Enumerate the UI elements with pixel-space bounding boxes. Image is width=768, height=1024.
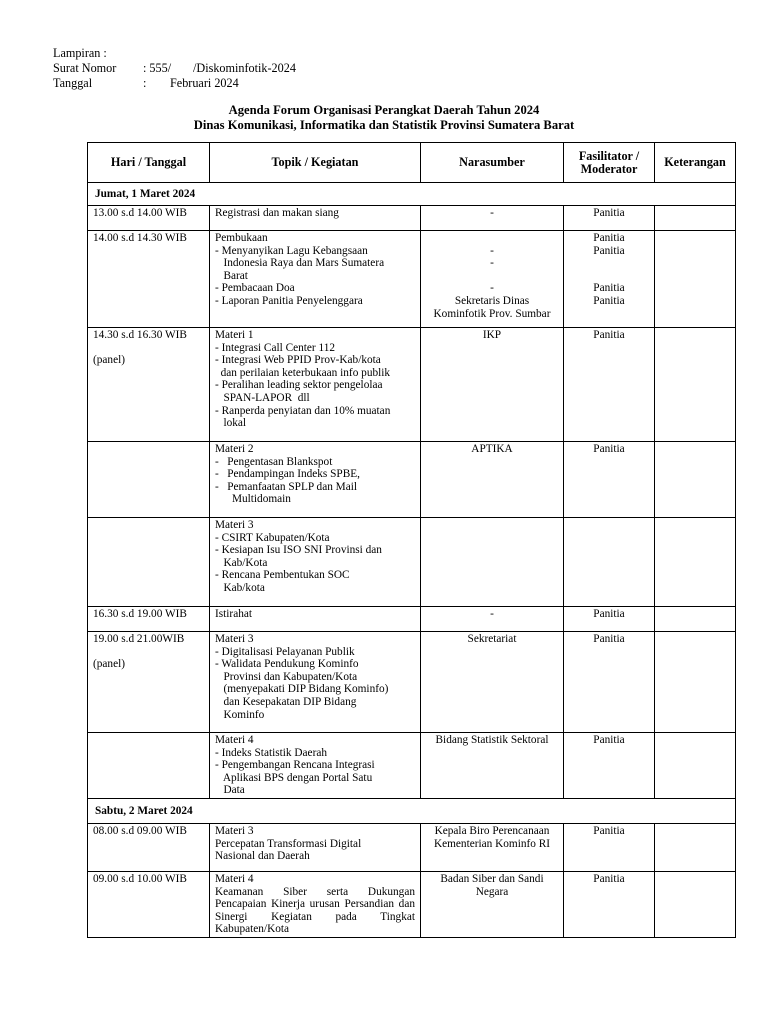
keterangan-cell <box>655 823 736 871</box>
topic-line: - Integrasi Call Center 112 <box>215 341 336 354</box>
time-cell <box>88 206 210 231</box>
topic-line: - Peralihan leading sektor pengelolaa <box>215 379 383 392</box>
topic-line: Provinsi dan Kabupaten/Kota <box>215 670 358 683</box>
speaker-line: - <box>490 207 494 219</box>
topic-line: - Rencana Pembentukan SOC <box>215 569 350 582</box>
topic-line: Aplikasi BPS dengan Portal Satu <box>215 771 373 784</box>
topic-line: Nasional dan Daerah <box>215 850 310 863</box>
table-row <box>88 632 736 733</box>
topic-line: Registrasi dan makan siang <box>215 207 339 219</box>
table-row <box>88 607 736 632</box>
speaker-line: - <box>490 244 494 257</box>
topic-line: Kominfo <box>215 708 265 721</box>
agenda-title <box>0 103 768 133</box>
col-header-hari: Hari / Tanggal <box>88 143 210 183</box>
col-header-topik: Topik / Kegiatan <box>210 143 421 183</box>
topic-cell <box>210 518 421 607</box>
speaker-cell <box>421 442 564 518</box>
keterangan-cell <box>655 733 736 799</box>
facilitator-line: Panitia <box>593 294 625 307</box>
facilitator-cell <box>564 231 655 328</box>
speaker-cell <box>421 231 564 328</box>
topic-cell <box>210 442 421 518</box>
topic-line: Materi 4 <box>215 872 254 885</box>
time-cell <box>88 328 210 442</box>
topic-line: dan Kesepakatan DIP Bidang <box>215 695 357 708</box>
topic-line: Indonesia Raya dan Mars Sumatera <box>215 257 385 270</box>
title-line-1: Agenda Forum Organisasi Perangkat Daerah Tahun 2024 <box>228 103 540 117</box>
topic-cell <box>210 231 421 328</box>
speaker-line: Kementerian Kominfo RI <box>433 837 551 850</box>
table-header-row <box>88 143 736 183</box>
topic-line: Data <box>215 784 245 797</box>
keterangan-cell <box>655 328 736 442</box>
speaker-line: Kepala Biro Perencanaan <box>434 824 550 837</box>
speaker-line: Negara <box>475 885 509 898</box>
nomor-line: Surat Nomor : 555/ /Diskominfotik-2024 <box>53 61 296 75</box>
facilitator-cell <box>564 328 655 442</box>
topic-line: - Kesiapan Isu ISO SNI Provinsi dan <box>215 544 382 557</box>
keterangan-cell <box>655 632 736 733</box>
speaker-cell <box>421 518 564 607</box>
topic-line: - CSIRT Kabupaten/Kota <box>215 531 330 544</box>
topic-line: Multidomain <box>215 493 291 506</box>
time-cell <box>88 518 210 607</box>
lampiran-line: Lampiran : <box>53 46 107 60</box>
speaker-line: Kominfotik Prov. Sumbar <box>433 307 551 320</box>
speaker-line: Bidang Statistik Sektoral <box>435 734 549 746</box>
time-cell <box>88 823 210 871</box>
topic-line: Barat <box>215 269 248 282</box>
facilitator-line: Panitia <box>593 608 625 620</box>
facilitator-line: Panitia <box>593 633 625 645</box>
facilitator-cell <box>564 518 655 607</box>
topic-line: SPAN-LAPOR dll <box>215 391 310 404</box>
panel-note: (panel) <box>93 353 125 366</box>
speaker-cell <box>421 607 564 632</box>
speaker-cell <box>421 206 564 231</box>
time-text: 19.00 s.d 21.00WIB <box>93 633 185 645</box>
time-cell <box>88 871 210 937</box>
facilitator-line: Panitia <box>593 244 625 257</box>
table-row <box>88 231 736 328</box>
keterangan-cell <box>655 518 736 607</box>
facilitator-line: Panitia <box>593 443 625 455</box>
topic-line: Materi 3 <box>215 519 254 531</box>
time-text: 14.30 s.d 16.30 WIB <box>93 329 187 341</box>
section-date: Jumat, 1 Maret 2024 <box>88 183 736 206</box>
topic-line: - Pengentasan Blankspot <box>215 455 333 468</box>
topic-paragraph: Keamanan Siber serta Dukungan Pencapaian Kinerja urusan Persandian dan Sinergi Kegiatan pada Tingkat Kabupaten/Kota <box>215 885 415 936</box>
topic-line: Materi 4 <box>215 734 254 746</box>
topic-line: - Pemanfaatan SPLP dan Mail <box>215 480 358 493</box>
topic-cell <box>210 328 421 442</box>
topic-line: - Integrasi Web PPID Prov-Kab/kota <box>215 354 381 367</box>
keterangan-cell <box>655 871 736 937</box>
facilitator-line: Panitia <box>593 207 625 219</box>
speaker-line: IKP <box>482 329 502 341</box>
keterangan-cell <box>655 607 736 632</box>
time-cell <box>88 733 210 799</box>
topic-line: Istirahat <box>215 608 253 620</box>
topic-cell <box>210 206 421 231</box>
topic-line: - Laporan Panitia Penyelenggara <box>215 294 363 307</box>
table-row <box>88 328 736 442</box>
topic-line: - Pengembangan Rencana Integrasi <box>215 759 375 772</box>
keterangan-cell <box>655 231 736 328</box>
speaker-cell <box>421 871 564 937</box>
facilitator-cell <box>564 871 655 937</box>
agenda-table <box>87 142 736 938</box>
facilitator-line <box>569 270 649 283</box>
speaker-line <box>426 270 558 283</box>
topic-line: - Menyanyikan Lagu Kebangsaan <box>215 244 368 257</box>
topic-line: Materi 3 <box>215 633 254 645</box>
topic-line: Percepatan Transformasi Digital <box>215 837 362 850</box>
time-text: 08.00 s.d 09.00 WIB <box>93 824 187 837</box>
facilitator-cell <box>564 607 655 632</box>
topic-line: dan perilaian keterbukaan info publik <box>215 366 391 379</box>
topic-line: - Walidata Pendukung Kominfo <box>215 658 359 671</box>
topic-line: Kab/kota <box>215 581 265 594</box>
title-line-2: Dinas Komunikasi, Informatika dan Statistik Provinsi Sumatera Barat <box>193 118 575 132</box>
panel-note: (panel) <box>93 657 125 670</box>
facilitator-cell <box>564 442 655 518</box>
section-date: Sabtu, 2 Maret 2024 <box>88 798 736 823</box>
time-text: 16.30 s.d 19.00 WIB <box>93 608 187 620</box>
facilitator-cell <box>564 823 655 871</box>
tanggal-line: Tanggal : Februari 2024 <box>53 76 239 90</box>
time-cell <box>88 231 210 328</box>
facilitator-line <box>569 257 649 270</box>
topic-cell <box>210 733 421 799</box>
time-text: 14.00 s.d 14.30 WIB <box>93 232 187 244</box>
speaker-line: Sekretaris Dinas <box>454 294 530 307</box>
topic-cell <box>210 823 421 871</box>
table-row <box>88 442 736 518</box>
table-row <box>88 823 736 871</box>
topic-cell <box>210 607 421 632</box>
keterangan-cell <box>655 206 736 231</box>
col-header-narasumber: Narasumber <box>421 143 564 183</box>
topic-line: (menyepakati DIP Bidang Kominfo) <box>215 683 389 696</box>
section-row-day-2 <box>88 798 736 823</box>
time-cell <box>88 442 210 518</box>
facilitator-line: Panitia <box>593 282 625 295</box>
time-cell <box>88 632 210 733</box>
speaker-line: - <box>490 257 494 270</box>
table-row <box>88 518 736 607</box>
table-row <box>88 871 736 937</box>
letter-header <box>53 46 296 91</box>
facilitator-cell <box>564 733 655 799</box>
time-text: 13.00 s.d 14.00 WIB <box>93 207 187 219</box>
topic-line: lokal <box>215 417 247 430</box>
topic-line: - Ranperda penyiatan dan 10% muatan <box>215 404 391 417</box>
facilitator-line: Panitia <box>593 232 625 244</box>
keterangan-cell <box>655 442 736 518</box>
topic-line: - Pendampingan Indeks SPBE, <box>215 468 360 481</box>
speaker-line: - <box>490 282 494 295</box>
agenda-body <box>88 183 736 938</box>
facilitator-line: Panitia <box>593 329 625 341</box>
time-cell <box>88 607 210 632</box>
col-header-fasilitator: Fasilitator / Moderator <box>564 143 655 183</box>
speaker-line: APTIKA <box>471 443 513 455</box>
topic-line: Kab/Kota <box>215 556 268 569</box>
table-row <box>88 733 736 799</box>
speaker-cell <box>421 733 564 799</box>
speaker-cell <box>421 632 564 733</box>
topic-line: Pembukaan <box>215 232 268 244</box>
topic-line: Materi 3 <box>215 824 254 837</box>
topic-line: Materi 2 <box>215 443 254 455</box>
speaker-line: Sekretariat <box>467 633 517 645</box>
topic-cell <box>210 871 421 937</box>
table-row <box>88 206 736 231</box>
topic-line: Materi 1 <box>215 329 254 341</box>
speaker-line: - <box>490 608 494 620</box>
topic-line: - Pembacaan Doa <box>215 282 295 295</box>
facilitator-cell <box>564 632 655 733</box>
topic-line: - Digitalisasi Pelayanan Publik <box>215 645 355 658</box>
col-header-keterangan: Keterangan <box>655 143 736 183</box>
speaker-line: Badan Siber dan Sandi <box>440 872 544 885</box>
section-row-day-1 <box>88 183 736 206</box>
topic-cell <box>210 632 421 733</box>
facilitator-cell <box>564 206 655 231</box>
time-text: 09.00 s.d 10.00 WIB <box>93 872 187 885</box>
speaker-cell <box>421 823 564 871</box>
speaker-line <box>426 232 558 245</box>
facilitator-line: Panitia <box>593 824 625 837</box>
topic-line: - Indeks Statistik Daerah <box>215 746 327 759</box>
facilitator-line: Panitia <box>593 872 625 885</box>
facilitator-line: Panitia <box>593 734 625 746</box>
speaker-cell <box>421 328 564 442</box>
